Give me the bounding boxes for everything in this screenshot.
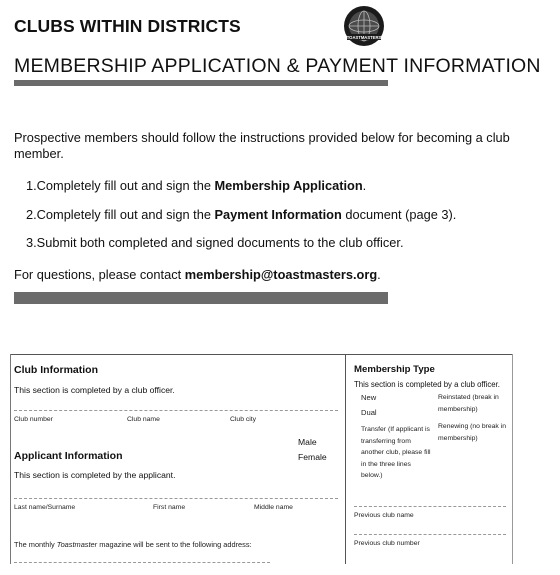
membership-type-note: This section is completed by a club officer. bbox=[354, 380, 500, 389]
club-name-label: Club name bbox=[127, 416, 160, 423]
applicant-information-heading: Applicant Information bbox=[14, 450, 123, 462]
toastmasters-logo-icon bbox=[343, 5, 385, 47]
form-right-border bbox=[512, 354, 513, 564]
form-left-border bbox=[10, 354, 11, 564]
instruction-step-3: 3.Submit both completed and signed documents to the club officer. bbox=[26, 235, 404, 250]
club-information-heading: Club Information bbox=[14, 364, 98, 376]
section-divider-bar bbox=[14, 292, 388, 304]
club-fields-line[interactable] bbox=[14, 410, 338, 411]
address-line[interactable] bbox=[14, 562, 270, 563]
previous-club-number-line[interactable] bbox=[354, 534, 506, 535]
previous-club-number-label: Previous club number bbox=[354, 540, 420, 547]
form-top-border bbox=[10, 354, 512, 355]
membership-type-heading: Membership Type bbox=[354, 364, 435, 375]
applicant-name-line[interactable] bbox=[14, 498, 338, 499]
club-information-note: This section is completed by a club officer. bbox=[14, 385, 175, 395]
middle-name-label: Middle name bbox=[254, 504, 293, 511]
gender-option-male[interactable]: Male bbox=[298, 437, 317, 447]
last-name-label: Last name/Surname bbox=[14, 504, 76, 511]
gender-option-female[interactable]: Female bbox=[298, 452, 327, 462]
page-title: MEMBERSHIP APPLICATION & PAYMENT INFORMATION bbox=[14, 55, 541, 77]
intro-paragraph: Prospective members should follow the instructions provided below for becoming a club member. bbox=[14, 130, 510, 161]
club-city-label: Club city bbox=[230, 416, 257, 423]
document-header: CLUBS WITHIN DISTRICTS bbox=[14, 16, 241, 36]
instruction-step-2: 2.Completely fill out and sign the Payment Information document (page 3). bbox=[26, 207, 457, 222]
membership-option-renewing[interactable]: Renewing (no break in membership) bbox=[438, 423, 507, 442]
first-name-label: First name bbox=[153, 504, 186, 511]
title-underline-bar bbox=[14, 80, 388, 86]
previous-club-name-label: Previous club name bbox=[354, 512, 414, 519]
membership-option-new[interactable]: New bbox=[361, 393, 377, 402]
club-number-label: Club number bbox=[14, 416, 53, 423]
membership-option-reinstated[interactable]: Reinstated (break in membership) bbox=[438, 394, 499, 413]
membership-option-transfer[interactable]: Transfer (If applicant is transferring from another club, please fill in the three lines below.) bbox=[361, 426, 431, 479]
logo-text: TOASTMASTERS bbox=[346, 34, 382, 40]
membership-option-dual[interactable]: Dual bbox=[361, 408, 377, 417]
form-column-divider bbox=[345, 354, 346, 564]
applicant-information-note: This section is completed by the applicant. bbox=[14, 470, 176, 480]
instruction-step-1: 1.Completely fill out and sign the Membership Application. bbox=[26, 178, 367, 193]
previous-club-name-line[interactable] bbox=[354, 506, 506, 507]
contact-line: For questions, please contact membership@toastmasters.org. bbox=[14, 267, 381, 282]
magazine-address-note: The monthly Toastmaster magazine will be sent to the following address: bbox=[14, 540, 252, 549]
contact-email-link[interactable]: membership@toastmasters.org bbox=[184, 267, 378, 282]
